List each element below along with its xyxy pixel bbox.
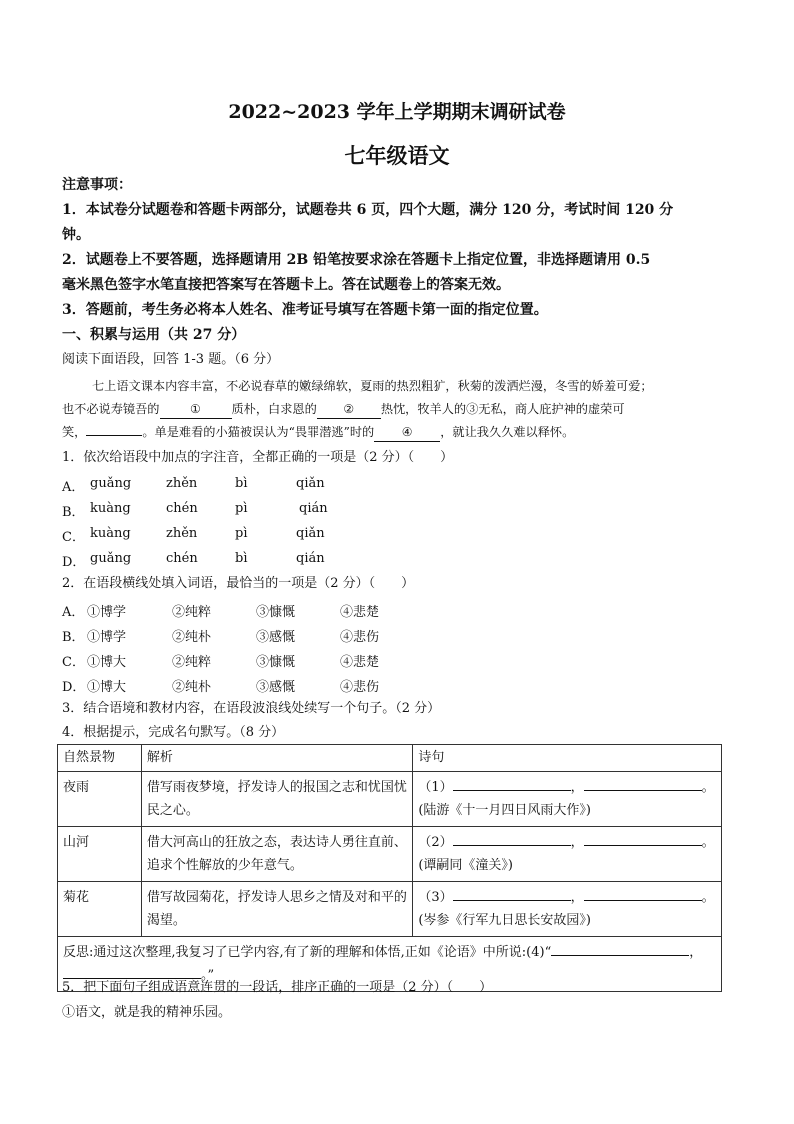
exam-subtitle: 七年级语文 [344,143,450,168]
notice-heading: 注意事项： [62,177,132,193]
poem-cell: （2） ， 。(谭嗣同《潼关》) [413,827,722,882]
exam-title: 2022~2023 学年上学期期末调研试卷 [228,101,566,123]
blank-2: ② [317,400,381,419]
analysis-cell: 借写雨夜梦境，抒发诗人的报国之志和忧国忧民之心。 [141,772,413,827]
header-cell: 解析 [141,745,413,772]
answer-blank[interactable] [551,941,689,956]
notice-item-2-cont: 毫米黑色签字水笔直接把答案写在答题卡上。答在试题卷上的答案无效。 [62,277,510,293]
notice-item-2: 2．试题卷上不要答题，选择题请用 2B 铅笔按要求涂在答题卡上指定位置，非选择题请用 0.5 [62,252,651,268]
header-cell: 诗句 [413,745,722,772]
notice-item-3: 3．答题前，考生务必将本人姓名、准考证号填写在答题卡第一面的指定位置。 [62,302,548,318]
passage-line-3: 笑， 。单是难看的小猫被误认为“畏罪潜逃”时的 ④ ，就让我久久难以释怀。 [62,423,574,442]
answer-blank[interactable] [453,831,571,846]
blank-3 [86,435,142,436]
section-heading: 一、积累与运用（共 27 分） [62,327,246,343]
blank-4: ④ [374,423,440,442]
answer-blank[interactable] [453,776,571,791]
table-row [58,772,722,827]
table-row [58,882,722,937]
passage-line-2: 也不必说寿镜吾的 ① 质朴，白求恩的 ② 热忱，牧羊人的③无私，商人庇护神的虚荣可 [62,400,625,419]
header-cell: 自然景物 [58,745,142,772]
passage-line-1: 七上语文课本内容丰富，不必说春草的嫩绿绵软，夏雨的热烈粗犷，秋菊的泼洒烂漫，冬雪的娇羞可爱； [92,379,653,393]
poem-table [57,744,722,992]
question-5-sentence-1: ①语文，就是我的精神乐园。 [62,1005,232,1020]
answer-blank[interactable] [453,886,571,901]
reflection-cell: 反思:通过这次整理,我复习了已学内容,有了新的理解和体悟,正如《论语》中所说:(4)“ ， 。” [58,937,722,992]
notice-item-1: 1．本试卷分试题卷和答题卡两部分，试题卷共 6 页，四个大题，满分 120 分，考试时间 120 分 [62,202,674,218]
answer-blank[interactable] [63,964,201,979]
poem-cell: （3） ， 。(岑参《行军九日思长安故园》) [413,882,722,937]
question-3-stem: 3．结合语境和教材内容，在语段波浪线处续写一个句子。（2 分） [62,701,441,716]
scene-cell: 菊花 [58,882,142,937]
question-1-stem: 1．依次给语段中加点的字注音，全都正确的一项是（2 分）（ ） [62,450,454,465]
table-row [58,827,722,882]
answer-blank[interactable] [584,831,702,846]
question-5-stem: 5．把下面句子组成语意连贯的一段话，排序正确的一项是（2 分）（ ） [62,980,493,995]
scene-cell: 夜雨 [58,772,142,827]
answer-blank[interactable] [584,886,702,901]
blank-1: ① [160,400,232,419]
question-2-stem: 2．在语段横线处填入词语，最恰当的一项是（2 分）（ ） [62,576,415,591]
answer-blank[interactable] [584,776,702,791]
analysis-cell: 借写故园菊花，抒发诗人思乡之情及对和平的渴望。 [141,882,413,937]
poem-cell: （1） ， 。(陆游《十一月四日风雨大作》) [413,772,722,827]
analysis-cell: 借大河高山的狂放之态，表达诗人勇往直前、追求个性解放的少年意气。 [141,827,413,882]
exam-page: 2022~2023 学年上学期期末调研试卷 七年级语文 注意事项： 1．本试卷分试题卷和答题卡两部分，试题卷共 6 页，四个大题，满分 120 分，考试时间 120 分 钟。 2．试题卷上不要答题，选择题请用 2B 铅笔按要求涂在答题卡上指定位置，非选择题请用 0.5 毫米黑色签字水笔直接把答案写在答题卡上。答在试题卷上的答案无效。 3．答题前，考生务必将本人姓名、准考证号填写在答题卡第一面的指定位置。 一、积累与运用（共 27 分） 阅读下面语段，回答 1-3 题。（6 分） 七上语文课本内容丰富，不必说春草的嫩绿绵软，夏雨的热烈粗犷，秋菊的泼洒烂漫，冬雪的娇羞可爱； 也不必说寿镜吾的 ① 质朴，白求恩的 ② 热忱，牧羊人的③无私，商人庇护神的虚荣可 笑， 。单是难看的小猫被误认为“畏罪潜逃”时的 ④ ，就让我久久难以释怀。 1．依次给语段中加点的字注音，全都正确的一项是（2 分）（ ） A． guǎng zhěn bì qiǎn B． kuàng chén pì qián C． kuàng zhěn pì qiǎn D． guǎng chén bì qián 2．在语段横线处填入词语，最恰当的一项是（2 分）（ ） A． ①博学 ②纯粹 ③慷慨 ④悲楚 B． ①博学 ②纯朴 ③感慨 ④悲伤 C． ①博大 ②纯粹 ③慷慨 ④悲楚 D． ①博大 ②纯朴 ③感慨 ④悲伤 3．结合语境和教材内容，在语段波浪线处续写一个句子。（2 分） 4．根据提示，完成名句默写。（8 分） 自然景物 解析 诗句 夜雨 借写雨夜梦境，抒发诗人的报国之志和忧国忧民之心。 （1） ， 。(陆游《十一月四日风雨大作》) 山河 借大河高山的狂放之态，表达诗人勇往直前、追求个性解放的少年意气。 （2） ， 。(谭嗣同《潼关》) 菊花 借写故园菊花，抒发诗人思乡之情及对和平的渴望。 （3） ， 。(岑参《行军九日思长安故园》) 反思:通过这次整理,我复习了已学内容,有了新的理解和体悟,正如《论语》中所说:(4)“ ， 。” 5．把下面句子组成语意连贯的一段话，排序正确的一项是（2 分）（ ） ①语文，就是我的精神乐园。 [0,0,794,1124]
question-4-stem: 4．根据提示，完成名句默写。（8 分） [62,725,285,740]
scene-cell: 山河 [58,827,142,882]
reading-intro: 阅读下面语段，回答 1-3 题。（6 分） [62,352,280,367]
table-header-row [58,745,722,772]
notice-item-1-cont: 钟。 [62,227,90,243]
